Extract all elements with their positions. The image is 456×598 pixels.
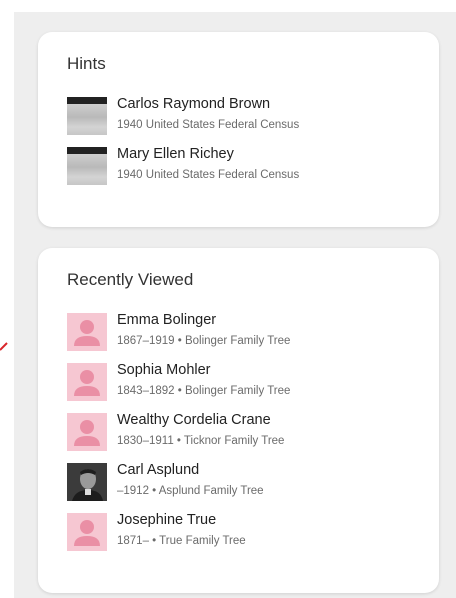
hint-item[interactable] [67, 145, 427, 189]
census-record-thumbnail [67, 97, 107, 135]
person-details: 1867–1919 • Bolinger Family Tree [117, 335, 291, 347]
person-details: 1871– • True Family Tree [117, 535, 246, 547]
recent-person-item[interactable] [67, 511, 427, 555]
recent-person-item[interactable] [67, 311, 427, 355]
person-details: 1843–1892 • Bolinger Family Tree [117, 385, 291, 397]
recent-person-item[interactable] [67, 411, 427, 455]
person-name: Josephine True [117, 512, 217, 528]
hint-source: 1940 United States Federal Census [117, 169, 300, 181]
person-details: –1912 • Asplund Family Tree [117, 485, 264, 497]
edge-arrow-marker [0, 339, 8, 353]
person-silhouette-icon [67, 363, 107, 401]
person-details: 1830–1911 • Ticknor Family Tree [117, 435, 285, 447]
hints-card [38, 32, 439, 227]
person-silhouette-icon [67, 513, 107, 551]
person-name: Sophia Mohler [117, 362, 211, 378]
person-silhouette-icon [67, 413, 107, 451]
recent-person-item[interactable] [67, 461, 427, 505]
hints-title: Hints [67, 54, 106, 73]
census-record-thumbnail [67, 147, 107, 185]
recently-viewed-title: Recently Viewed [67, 270, 194, 289]
person-name: Emma Bolinger [117, 312, 217, 328]
hint-source: 1940 United States Federal Census [117, 119, 300, 131]
person-name: Wealthy Cordelia Crane [117, 412, 271, 428]
person-silhouette-icon [67, 313, 107, 351]
hint-person-name: Mary Ellen Richey [117, 146, 234, 162]
hint-person-name: Carlos Raymond Brown [117, 96, 271, 112]
recently-viewed-card [38, 248, 439, 593]
person-name: Carl Asplund [117, 462, 200, 478]
hint-item[interactable] [67, 95, 427, 139]
portrait-photo [67, 463, 107, 501]
recent-person-item[interactable] [67, 361, 427, 405]
